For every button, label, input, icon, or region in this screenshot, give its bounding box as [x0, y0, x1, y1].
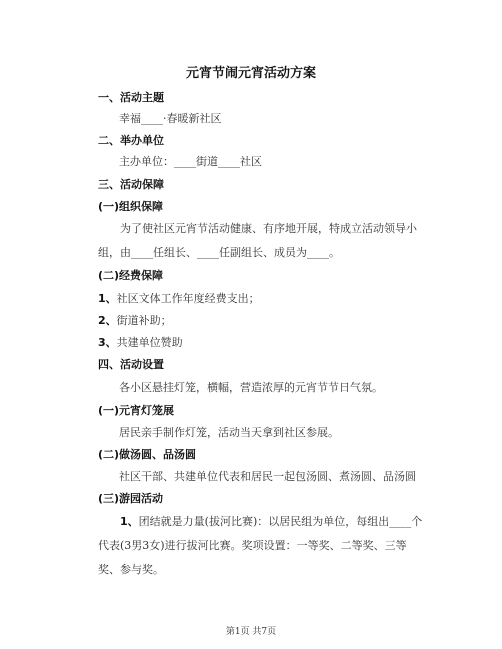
subheading-funding: (二)经费保障	[98, 269, 164, 282]
item-number: 1、	[120, 515, 139, 528]
tug-of-war-paragraph	[98, 510, 426, 582]
theme-text: 幸福____·春暖新社区	[119, 112, 222, 125]
section-heading-organizer: 二、举办单位	[98, 134, 164, 147]
subheading-tangyuan: (二)做汤圆、品汤圆	[98, 448, 197, 461]
tangyuan-text: 社区干部、共建单位代表和居民一起包汤圆、煮汤圆、品汤圆	[119, 470, 416, 483]
item-text: 街道补助；	[116, 314, 172, 327]
activities-text: 各小区悬挂灯笼，横幅，营造浓厚的元宵节节日气氛。	[119, 381, 383, 394]
section-heading-activities: 四、活动设置	[98, 358, 164, 371]
subheading-organization: (一)组织保障	[98, 200, 164, 213]
section-heading-theme: 一、活动主题	[98, 91, 164, 104]
item-number: 1、	[98, 292, 117, 305]
item-text: 团结就是力量(拔河比赛)：以居民组为单位，每组出____个代表(3男3女)进行拔河比赛。奖项设置：一等奖、二等奖、三等奖、参与奖。	[98, 515, 423, 576]
section-heading-support: 三、活动保障	[98, 178, 164, 191]
item-number: 2、	[98, 314, 117, 327]
funding-item	[98, 335, 183, 351]
lantern-show-text: 居民亲手制作灯笼，活动当天拿到社区参展。	[119, 426, 339, 439]
funding-item	[98, 291, 260, 307]
item-text: 社区文体工作年度经费支出；	[116, 292, 260, 305]
item-number: 3、	[98, 336, 117, 349]
organizer-text: 主办单位：____街道____社区	[119, 155, 262, 168]
funding-item	[98, 313, 172, 329]
item-text: 共建单位赞助	[116, 336, 183, 349]
page-footer: 第1页 共7页	[225, 627, 277, 637]
subheading-lantern-show: (一)元宵灯笼展	[98, 404, 175, 417]
subheading-garden-party: (三)游园活动	[98, 492, 164, 505]
document-title: 元宵节闹元宵活动方案	[185, 66, 316, 81]
organization-paragraph: 为了使社区元宵节活动健康、有序地开展，特成立活动领导小组，由____任组长、____任副组长、成员为____。	[98, 222, 417, 259]
